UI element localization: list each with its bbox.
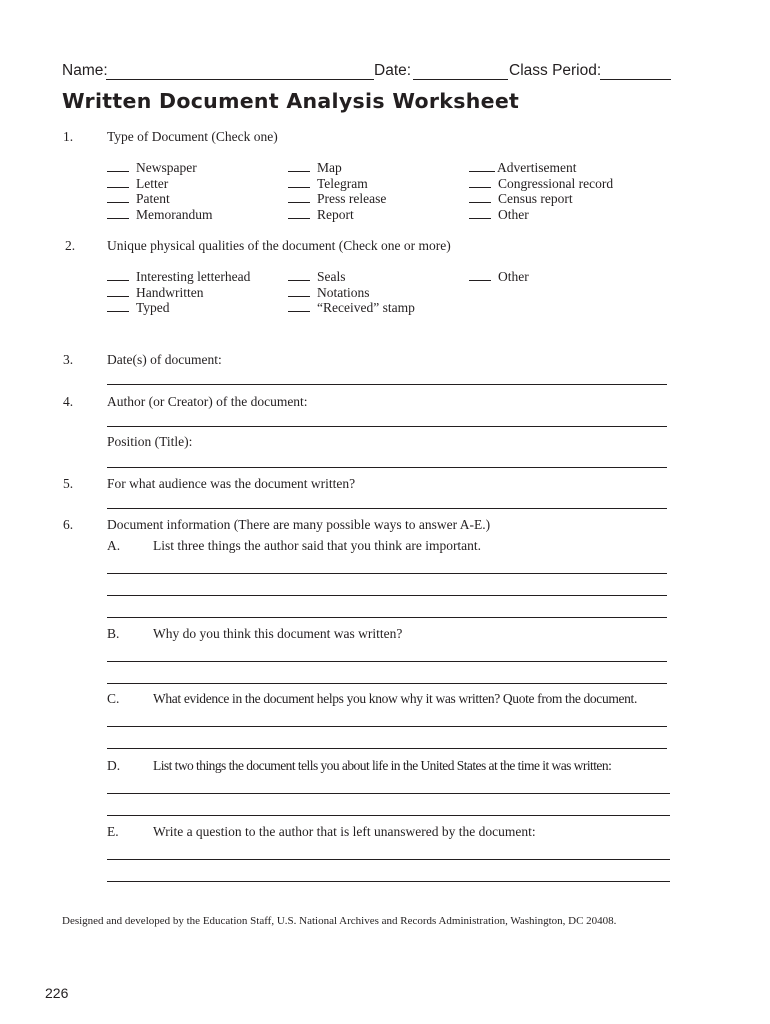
checkbox-blank[interactable]	[288, 280, 310, 281]
checkbox-blank[interactable]	[107, 202, 129, 203]
q1-option-newspaper[interactable]	[107, 160, 197, 176]
q6a-answer-line[interactable]	[107, 573, 667, 574]
q1-option-map[interactable]	[288, 160, 342, 176]
class-period-label: Class Period:	[509, 62, 602, 79]
q6d-text: List two things the document tells you about life in the United States at the time it was written:	[153, 758, 612, 773]
q1-option-congressional-record[interactable]	[469, 176, 613, 192]
q6e-text: Write a question to the author that is left unanswered by the document:	[153, 824, 536, 839]
option-label: Letter	[136, 175, 169, 191]
option-label: Notations	[317, 284, 370, 300]
option-label: Interesting letterhead	[136, 269, 251, 284]
option-label: Seals	[317, 269, 346, 284]
page-number: 226	[45, 985, 69, 1001]
q1-option-report[interactable]	[288, 207, 354, 223]
checkbox-blank[interactable]	[469, 202, 491, 203]
q1-option-patent[interactable]	[107, 191, 170, 207]
option-label: Telegram	[317, 175, 368, 191]
q6b-answer-line[interactable]	[107, 661, 667, 662]
q2-option-received-stamp[interactable]	[288, 300, 415, 316]
q1-option-letter[interactable]	[107, 176, 168, 192]
q6a-text: List three things the author said that you think are important.	[153, 538, 482, 553]
option-label: Typed	[136, 300, 170, 315]
q6a-answer-line[interactable]	[107, 617, 667, 618]
q6c-letter: C.	[107, 691, 120, 706]
q2-option-interesting-letterhead[interactable]	[107, 269, 250, 285]
q5-answer-line[interactable]	[107, 508, 667, 509]
q2-option-seals[interactable]	[288, 269, 346, 285]
q3-answer-line[interactable]	[107, 384, 667, 385]
checkbox-blank[interactable]	[107, 311, 129, 312]
q6-text: Document information (There are many possible ways to answer A-E.)	[107, 517, 491, 532]
q1-number: 1.	[63, 129, 74, 144]
q6e-answer-line[interactable]	[107, 881, 670, 882]
checkbox-blank[interactable]	[469, 187, 491, 188]
checkbox-blank[interactable]	[107, 171, 129, 172]
q6c-text: What evidence in the document helps you know why it was written? Quote from the document.	[153, 691, 637, 706]
q3-number: 3.	[63, 352, 74, 367]
checkbox-blank[interactable]	[288, 296, 310, 297]
q2-option-other[interactable]	[469, 269, 529, 285]
q1-text: Type of Document (Check one)	[107, 129, 278, 144]
option-label: Newspaper	[136, 160, 197, 175]
q2-number: 2.	[65, 238, 76, 253]
checkbox-blank[interactable]	[288, 311, 310, 312]
name-label: Name:	[62, 62, 108, 79]
q2-option-typed[interactable]	[107, 300, 170, 316]
checkbox-blank[interactable]	[469, 280, 491, 281]
q6d-answer-line[interactable]	[107, 793, 670, 794]
checkbox-blank[interactable]	[107, 280, 129, 281]
checkbox-blank[interactable]	[107, 218, 129, 219]
q5-text: For what audience was the document written?	[107, 476, 356, 491]
option-label: Census report	[498, 191, 573, 206]
class-period-field[interactable]	[600, 79, 671, 80]
option-label: Press release	[317, 191, 387, 206]
q2-option-notations[interactable]	[288, 285, 370, 301]
q4-number: 4.	[63, 394, 74, 409]
q6b-answer-line[interactable]	[107, 683, 667, 684]
q1-option-census-report[interactable]	[469, 191, 573, 207]
option-label: Patent	[136, 191, 170, 206]
checkbox-blank[interactable]	[288, 187, 310, 188]
q4-position-answer-line[interactable]	[107, 467, 667, 468]
q3-text: Date(s) of document:	[107, 352, 222, 367]
q2-option-handwritten[interactable]	[107, 285, 203, 301]
q5-number: 5.	[63, 476, 74, 491]
q6c-answer-line[interactable]	[107, 748, 667, 749]
q1-option-other[interactable]	[469, 207, 529, 223]
option-label: Report	[317, 206, 354, 222]
checkbox-blank[interactable]	[288, 202, 310, 203]
q6d-answer-line[interactable]	[107, 815, 670, 816]
option-label: Other	[498, 269, 529, 284]
option-label: Memorandum	[136, 206, 213, 222]
checkbox-blank[interactable]	[107, 187, 129, 188]
option-label: Other	[498, 206, 529, 222]
q4-answer-line[interactable]	[107, 426, 667, 427]
q6a-letter: A.	[107, 538, 121, 553]
q1-option-press-release[interactable]	[288, 191, 386, 207]
checkbox-blank[interactable]	[288, 218, 310, 219]
page-title: Written Document Analysis Worksheet	[62, 89, 520, 113]
name-field[interactable]	[106, 79, 374, 80]
q2-text: Unique physical qualities of the document (Check one or more)	[107, 238, 451, 253]
q1-option-advertisement[interactable]	[469, 160, 576, 176]
option-label: Congressional record	[498, 175, 614, 191]
q6c-answer-line[interactable]	[107, 726, 667, 727]
option-label: Advertisement	[497, 160, 577, 175]
option-label: “Received” stamp	[317, 300, 415, 315]
q6a-answer-line[interactable]	[107, 595, 667, 596]
q4-text: Author (or Creator) of the document:	[107, 394, 308, 409]
checkbox-blank[interactable]	[469, 171, 495, 172]
q1-option-telegram[interactable]	[288, 176, 368, 192]
q6b-text: Why do you think this document was written?	[153, 626, 403, 641]
q6e-letter: E.	[107, 824, 119, 839]
q1-option-memorandum[interactable]	[107, 207, 213, 223]
checkbox-blank[interactable]	[469, 218, 491, 219]
option-label: Handwritten	[136, 284, 204, 300]
date-label: Date:	[374, 62, 412, 79]
q6-number: 6.	[63, 517, 74, 532]
footer-credit: Designed and developed by the Education Staff, U.S. National Archives and Records Administration, Washington, DC 20408.	[62, 915, 617, 927]
q4-position-label: Position (Title):	[107, 434, 193, 449]
date-field[interactable]	[413, 79, 508, 80]
q6e-answer-line[interactable]	[107, 859, 670, 860]
q6b-letter: B.	[107, 626, 120, 641]
checkbox-blank[interactable]	[107, 296, 129, 297]
q6d-letter: D.	[107, 758, 121, 773]
checkbox-blank[interactable]	[288, 171, 310, 172]
option-label: Map	[317, 160, 342, 175]
